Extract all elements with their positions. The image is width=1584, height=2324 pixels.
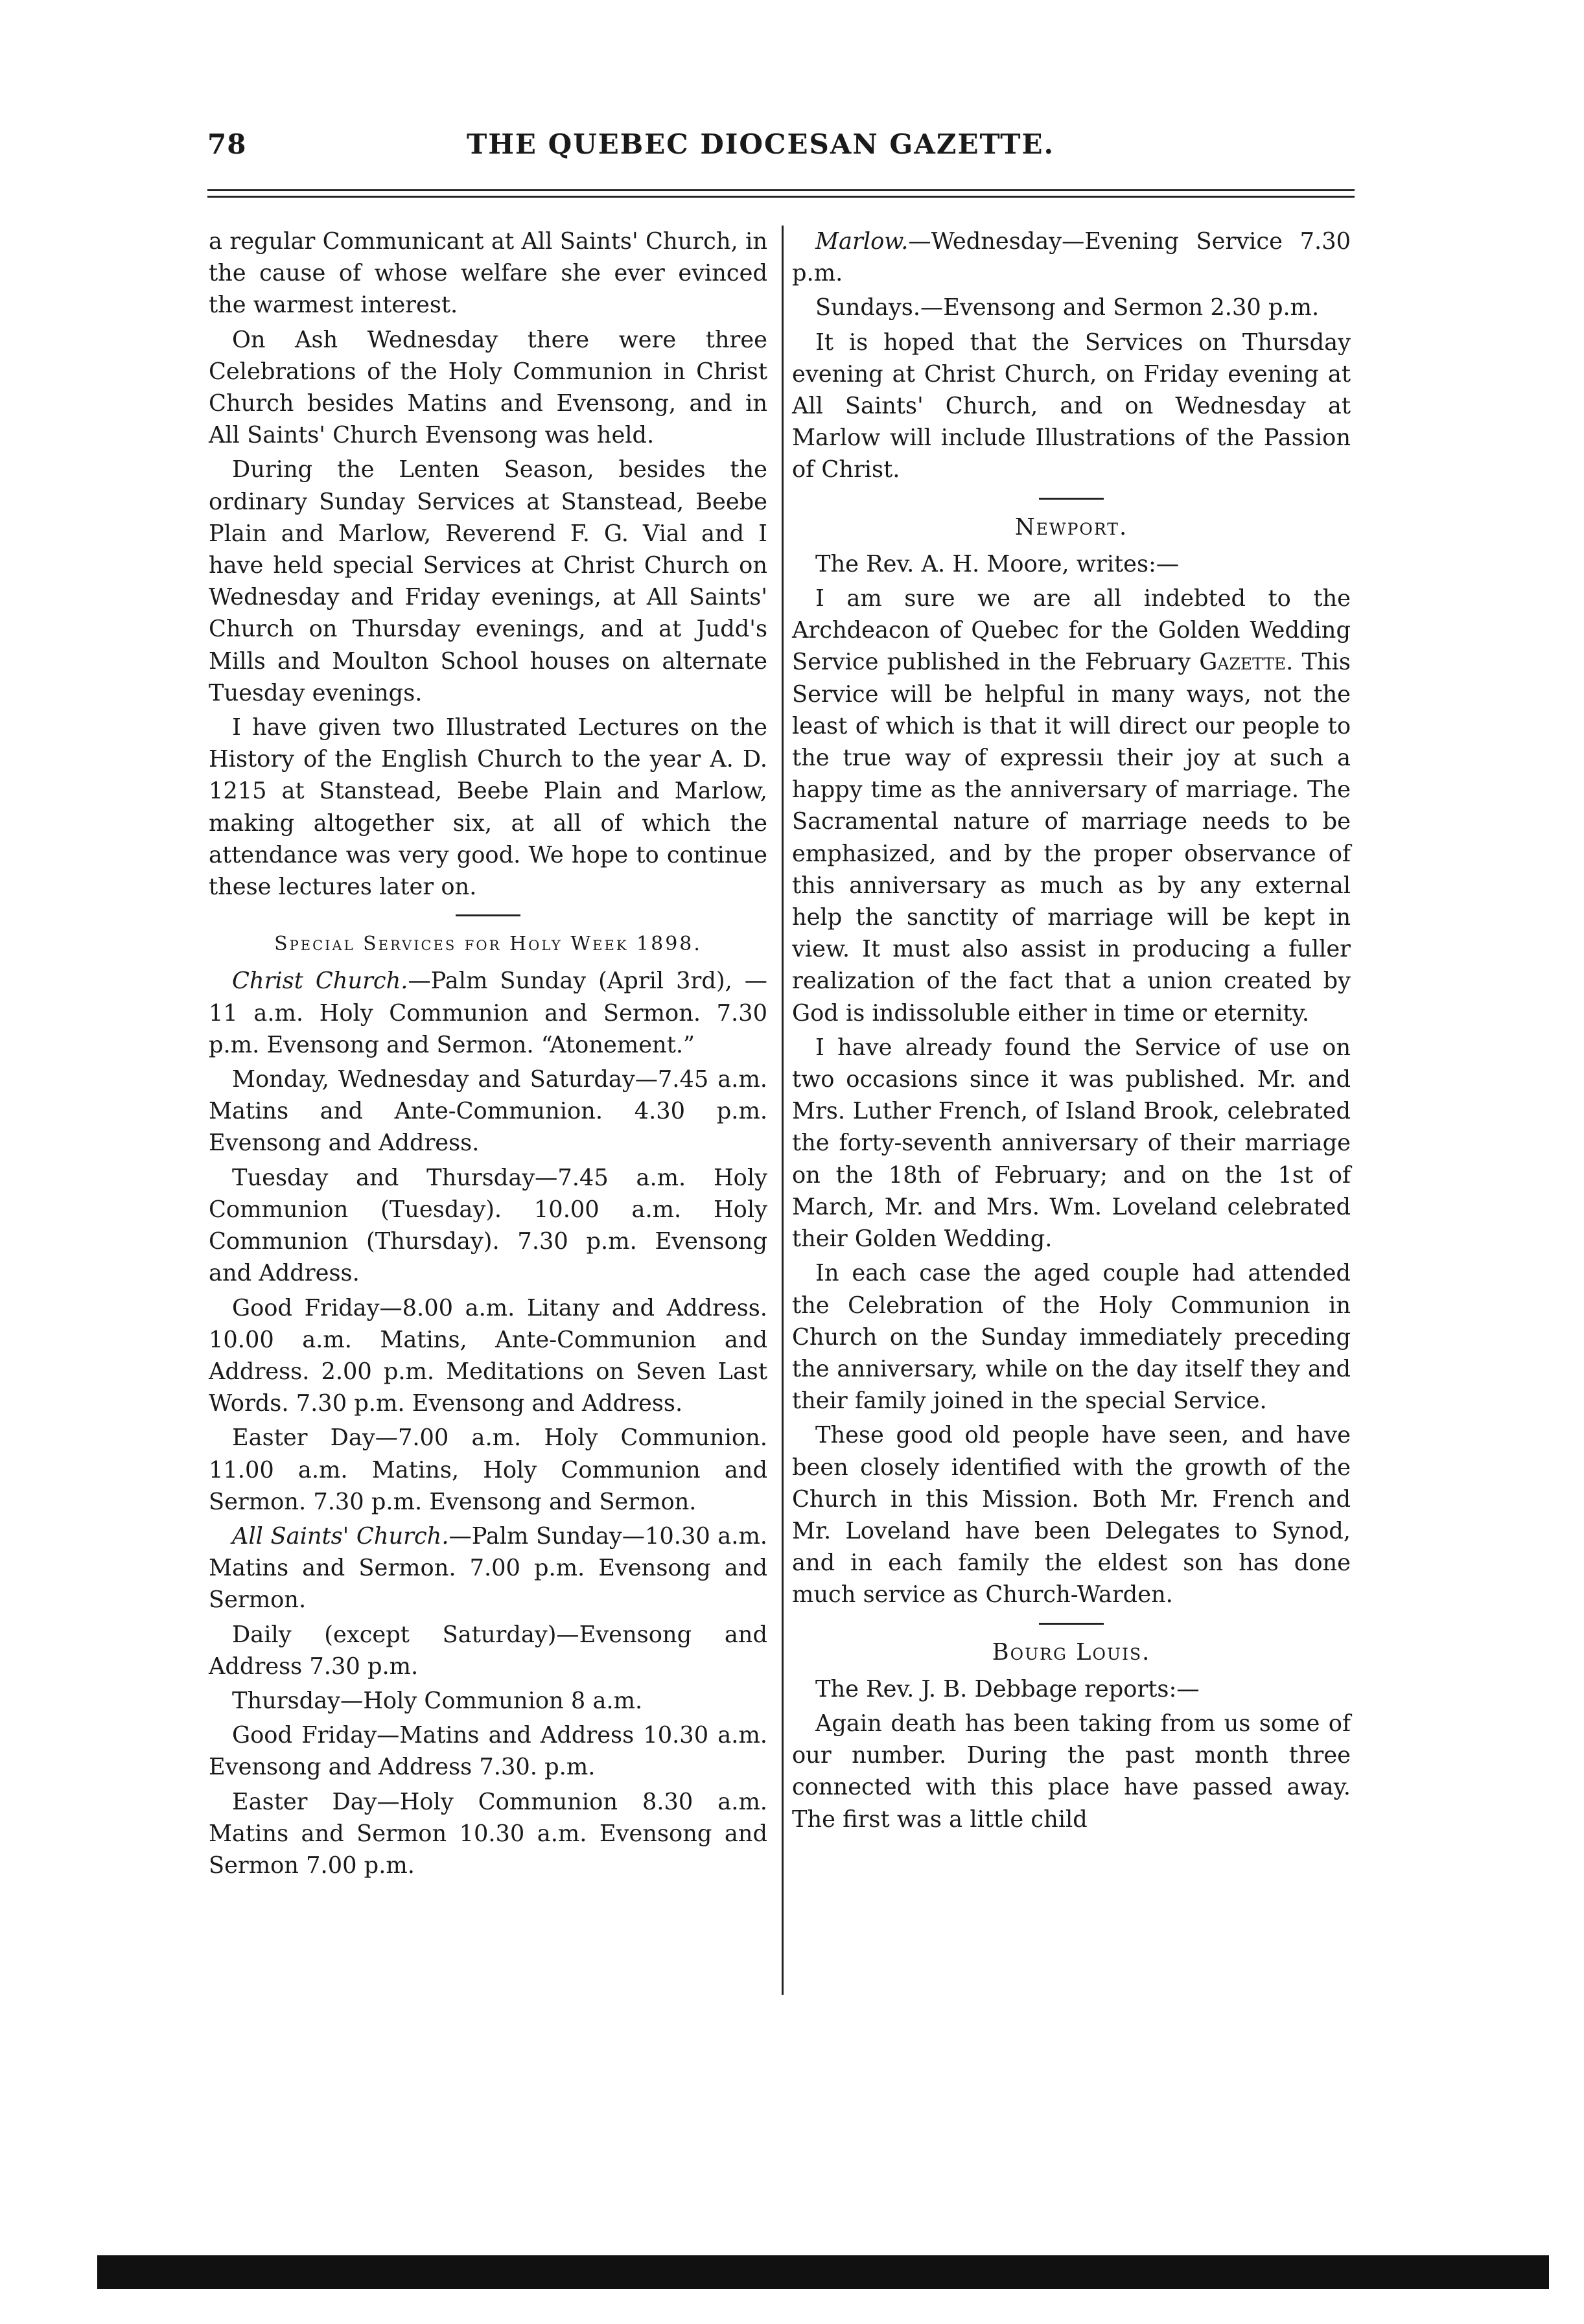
church-name: All Saints' Church. bbox=[232, 1522, 449, 1550]
paragraph bbox=[209, 1520, 767, 1616]
paragraph: It is hoped that the Services on Thursday evening at Christ Church, on Friday evening at All Saints' Church, and on Wednesday at Marlow will include Illustrations of the Passion of Christ. bbox=[792, 329, 1351, 483]
paragraph: I have given two Illustrated Lectures on the History of the English Church to the year A. D. 1215 at Stanstead, Beebe Plain and Marlow, making altogether six, at all of which the attendance was very good. We hope to continue these lectures later on. bbox=[209, 714, 767, 901]
paragraph: These good old people have seen, and have been closely identified with the growth of the Church in this Mission. Both Mr. French and Mr. Loveland have been Delegates to Synod, and in each family the eldest son has done much service as Church-Warden. bbox=[792, 1422, 1351, 1609]
paragraph: I have already found the Service of use on two occasions since it was published. Mr. and Mrs. Luther French, of Island Brook, celebrated the forty-seventh anniversary of their marriage on the 18th of February; and on the 1st of March, Mr. and Mrs. Wm. Loveland celebrated their Golden Wedding. bbox=[792, 1034, 1351, 1253]
gazette-name: Gazette bbox=[1199, 649, 1287, 676]
paragraph bbox=[792, 226, 1351, 289]
church-name: Christ Church. bbox=[232, 968, 408, 995]
section-heading-bourg-louis: Bourg Louis. bbox=[992, 1638, 1151, 1666]
paragraph: Daily (except Saturday)—Evensong and Address 7.30 p.m. bbox=[209, 1621, 767, 1680]
paragraph: During the Lenten Season, besides the ordinary Sunday Services at Stanstead, Beebe Plain and Marlow, Reverend F. G. Vial and I have held special Services at Christ Church on Wednesday and Friday evenings, at All Saints' Church on Thursday evenings, and at Judd's Mills and Moulton School houses on alternate Tuesday evenings. bbox=[209, 456, 767, 706]
column-divider bbox=[782, 226, 784, 1995]
paragraph-text: —Wednesday—Evening Service 7.30 p.m. bbox=[792, 228, 1351, 287]
paragraph: Easter Day—Holy Communion 8.30 a.m. Matins and Sermon 10.30 a.m. Evensong and Sermon 7.00 p.m. bbox=[209, 1788, 767, 1879]
header-rule-double bbox=[207, 196, 1355, 198]
running-title: THE QUEBEC DIOCESAN GAZETTE. bbox=[467, 128, 1055, 160]
paragraph bbox=[209, 965, 767, 1061]
paragraph-text: . This Service will be helpful in many ways, not the least of which is that it will direct our people to the true way of expressiı their joy at such a happy time as the anniversary of marriage. The Sacramental nature of marriage needs to be emphasized, and by the proper observance of this anniversary as much as by any external help the sanctity of marriage will be kept in view. It must also assist in producing a fuller realization of the fact that a union created by God is indissoluble either in time or eternity. bbox=[792, 649, 1351, 1027]
page-header bbox=[207, 128, 1355, 174]
paragraph: The Rev. J. B. Debbage reports:— bbox=[815, 1675, 1200, 1702]
left-column bbox=[209, 226, 767, 1881]
paragraph: a regular Communicant at All Saints' Church, in the cause of whose welfare she ever evinced the warmest interest. bbox=[209, 228, 767, 319]
section-divider bbox=[456, 914, 520, 916]
section-divider bbox=[1039, 1623, 1104, 1625]
paragraph-text: —Palm Sunday—10.30 a.m. Matins and Sermon. 7.00 p.m. Evensong and Sermon. bbox=[209, 1522, 767, 1614]
place-name: Marlow. bbox=[815, 228, 909, 255]
paragraph: Sundays.—Evensong and Sermon 2.30 p.m. bbox=[815, 294, 1320, 321]
section-divider bbox=[1039, 498, 1104, 500]
section-heading-newport: Newport. bbox=[1014, 513, 1128, 540]
paragraph-text: —Palm Sunday (April 3rd), —11 a.m. Holy Communion and Sermon. 7.30 p.m. Evensong and Sermon. “Atonement.” bbox=[209, 968, 767, 1058]
paragraph: Thursday—Holy Communion 8 a.m. bbox=[232, 1687, 643, 1714]
page-number: 78 bbox=[207, 128, 247, 160]
paragraph: Easter Day—7.00 a.m. Holy Communion. 11.00 a.m. Matins, Holy Communion and Sermon. 7.30 p.m. Evensong and Sermon. bbox=[209, 1424, 767, 1515]
paragraph-text: I am sure we are all indebted to the Archdeacon of Quebec for the Golden Wedding Service published in the February bbox=[792, 585, 1351, 676]
paragraph: On Ash Wednesday there were three Celebrations of the Holy Communion in Christ Church besides Matins and Evensong, and in All Saints' Church Evensong was held. bbox=[209, 326, 767, 449]
paragraph: Good Friday—8.00 a.m. Litany and Address. 10.00 a.m. Matins, Ante-Communion and Address. 2.00 p.m. Meditations on Seven Last Words. 7.30 p.m. Evensong and Address. bbox=[209, 1294, 767, 1417]
paragraph bbox=[792, 583, 1351, 1029]
scan-edge-band bbox=[97, 2255, 1549, 2289]
paragraph: In each case the aged couple had attended the Celebration of the Holy Communion in Church on the Sunday immediately preceding the anniversary, while on the day itself they and their family joined in the special Service. bbox=[792, 1260, 1351, 1415]
section-heading-holy-week: Special Services for Holy Week 1898. bbox=[274, 933, 702, 956]
paragraph: Good Friday—Matins and Address 10.30 a.m. Evensong and Address 7.30. p.m. bbox=[209, 1722, 767, 1781]
paragraph: Monday, Wednesday and Saturday—7.45 a.m. Matins and Ante-Communion. 4.30 p.m. Evensong and Address. bbox=[209, 1066, 767, 1157]
paragraph: Tuesday and Thursday—7.45 a.m. Holy Communion (Tuesday). 10.00 a.m. Holy Communion (Thursday). 7.30 p.m. Evensong and Address. bbox=[209, 1164, 767, 1287]
paragraph: The Rev. A. H. Moore, writes:— bbox=[815, 550, 1180, 577]
right-column bbox=[792, 226, 1351, 1835]
header-rule bbox=[207, 189, 1355, 191]
paragraph: Again death has been taking from us some of our number. During the past month three connected with this place have passed away. The first was a little child bbox=[792, 1710, 1351, 1833]
